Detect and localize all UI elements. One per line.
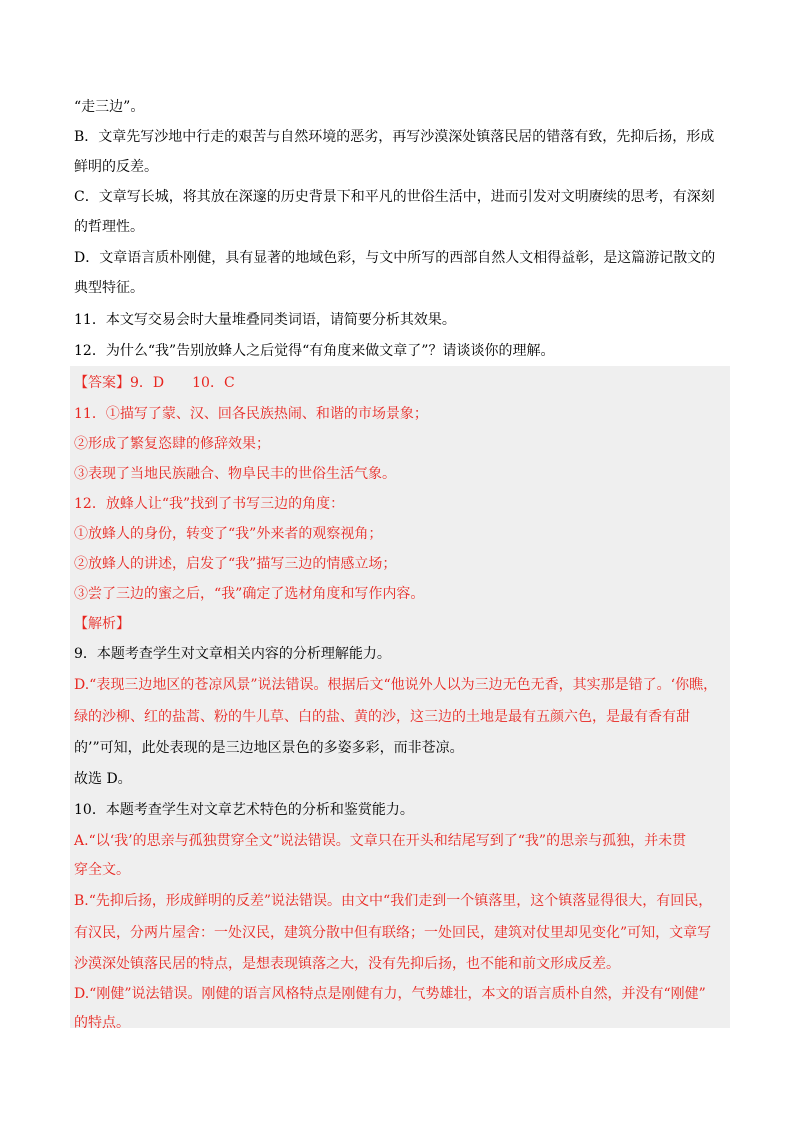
analysis-line: 的’”可知，此处表现的是三边地区景色的多姿多彩，而非苍凉。 — [74, 740, 464, 756]
answer-line: ③表现了当地民族融合、物阜民丰的世俗生活气象。 — [74, 466, 396, 482]
answer-line: ②放蜂人的讲述，启发了“我”描写三边的情感立场； — [74, 556, 397, 572]
answer-line: ②形成了繁复恣肆的修辞效果； — [74, 436, 270, 452]
analysis-line: 的特点。 — [74, 1015, 130, 1031]
analysis-line: D.“刚健”说法错误。刚健的语言风格特点是刚健有力，气势雄壮，本文的语言质朴自然，并没有“刚健” — [74, 986, 706, 1002]
analysis-line: 9．本题考查学生对文章相关内容的分析理解能力。 — [74, 646, 391, 662]
question-line: 的哲理性。 — [74, 219, 144, 235]
answer-line: ③尝了三边的蜜之后，“我”确定了选材角度和写作内容。 — [74, 586, 425, 602]
answer-line: 11．①描写了蒙、汉、回各民族热闹、和谐的市场景象； — [74, 406, 428, 422]
answer-line: ①放蜂人的身份，转变了“我”外来者的观察视角； — [74, 526, 383, 542]
analysis-line: 绿的沙柳、红的盐蒿、粉的牛儿草、白的盐、黄的沙，这三边的土地是最有五颜六色，是最有香有甜 — [74, 709, 690, 725]
answer-first-line — [74, 373, 235, 393]
analysis-line: 10．本题考查学生对文章艺术特色的分析和鉴赏能力。 — [74, 802, 414, 818]
answer-choices: 9．D 10．C — [130, 375, 235, 391]
question-11: 11．本文写交易会时大量堆叠同类词语，请简要分析其效果。 — [74, 312, 456, 328]
question-line: D．文章语言质朴刚健，具有显著的地域色彩，与文中所写的西部自然人文相得益彰，是这篇游记散文的 — [74, 250, 716, 266]
question-line: 鲜明的反差。 — [74, 159, 158, 175]
analysis-line: 有汉民，分两片屋舍：一处汉民，建筑分散中但有联络；一处回民，建筑对仗里却见变化”可知，文章写 — [74, 925, 712, 941]
question-line: C．文章写长城，将其放在深邃的历史背景下和平凡的世俗生活中，进而引发对文明赓续的思考，有深刻 — [74, 189, 715, 205]
question-12: 12．为什么“我”告别放蜂人之后觉得“有角度来做文章了”？请谈谈你的理解。 — [74, 343, 555, 359]
analysis-line: 穿全文。 — [74, 862, 130, 878]
analysis-line: D.“表现三边地区的苍凉风景”说法错误。根据后文“他说外人以为三边无色无香，其实那是错了。‘你瞧， — [74, 677, 718, 693]
answer-line: 12．放蜂人让“我”找到了书写三边的角度： — [74, 496, 345, 512]
analysis-line: 沙漠深处镇落民居的特点，是想表现镇落之大，没有先抑后扬，也不能和前文形成反差。 — [74, 956, 620, 972]
question-line: B．文章先写沙地中行走的艰苦与自然环境的恶劣，再写沙漠深处镇落民居的错落有致，先抑后扬，形成 — [74, 129, 715, 145]
answer-label: 【答案】 — [74, 375, 130, 391]
question-line: 典型特征。 — [74, 280, 144, 296]
analysis-line: 故选 D。 — [74, 771, 132, 787]
analysis-line: B.“先抑后扬，形成鲜明的反差”说法错误。由文中“我们走到一个镇落里，这个镇落显得很大，有回民， — [74, 893, 713, 909]
question-line: “走三边”。 — [74, 99, 145, 115]
analysis-line: A.“以‘我’的思亲与孤独贯穿全文”说法错误。文章只在开头和结尾写到了“我”的思亲与孤独，并未贯 — [74, 833, 687, 849]
analysis-label: 【解析】 — [74, 616, 130, 632]
